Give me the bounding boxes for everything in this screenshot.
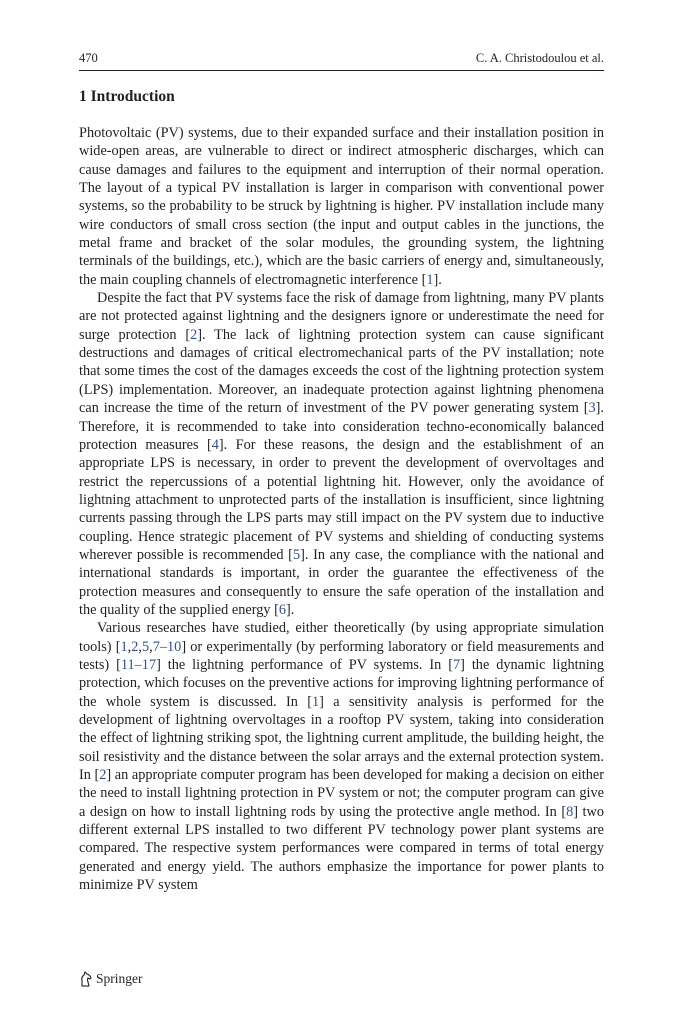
paragraph-text: ]. In any case, the compliance with the national and international standards is important, in order the guarantee the effectiveness of the protection measures and consequently to ensure the safe operation of the installation and the quality of the supplied energy [ bbox=[79, 546, 605, 618]
citation-link[interactable]: 2 bbox=[190, 326, 198, 343]
article-body bbox=[79, 124, 604, 894]
paragraph-text: Photovoltaic (PV) systems, due to their expanded surface and their installation position in wide-open areas, are vulnerable to direct or indirect atmospheric discharges, which can cause damages and failures to the equipment and interruption of their normal operation. The layout of a typical PV installation is larger in comparison with conventional power systems, so the probability to be struck by lightning is higher. PV installation include many wire conductors of small cross section (the input and output cables in the junctions, the metal frame and bracket of the solar modules, the grounding system, the lightning terminals of the buildings, etc.), which are the basic carriers of energy and, simultaneously, the main coupling channels of electromagnetic interference [ bbox=[79, 125, 604, 288]
citation-link[interactable]: 5 bbox=[141, 638, 150, 655]
running-head-authors: C. A. Christodoulou et al. bbox=[475, 51, 604, 65]
running-header bbox=[79, 51, 604, 67]
paragraph bbox=[79, 289, 604, 619]
paragraph-text: ] or experimentally (by performing laboratory or field measurements and tests) [ bbox=[79, 638, 604, 673]
paragraph-text: ]. For these reasons, the design and the establishment of an appropriate LPS is necessary, in order to prevent the development of overvoltages and restrict the repercussions of a potential lightning hit. However, only the avoidance of lightning attachment to unprotected parts of the installation is insufficient, since lightning currents passing through the LPS parts may still impact on the PV system due to inductive coupling. Hence strategic placement of PV systems and shielding of conducting systems wherever possible is recommended [ bbox=[79, 436, 604, 563]
section-title: 1 Introduction bbox=[79, 88, 175, 105]
paragraph-text: ]. bbox=[286, 601, 295, 618]
citation-link[interactable]: 6 bbox=[278, 601, 286, 618]
paragraph bbox=[79, 124, 604, 289]
paragraph-text: ]. The lack of lightning protection system can cause significant destructions and damages of critical electromechanical parts of the PV installation; note that some times the cost of the damages exceeds the cost of the lightning protection system (LPS) implementation. Moreover, an inadequate protection against lightning phenomena can increase the time of the return of investment of the PV power generating system [ bbox=[79, 326, 604, 417]
paragraph-text: ] the dynamic lightning protection, which focuses on the preventive actions for improving lightning performance of the whole system is discussed. In [ bbox=[79, 656, 605, 710]
paragraph-text: ] two different external LPS installed to two different PV technology power plant systems are compared. The respective system performances were compared in terms of total energy generated and energy yield. The authors emphasize the importance for power plants to minimize PV system bbox=[79, 803, 604, 894]
paragraph-text: ] an appropriate computer program has been developed for making a decision on either the need to install lightning protection in PV system or not; the computer program can give a design on how to install lightning rods by using the protective angle method. In [ bbox=[79, 767, 604, 820]
citation-link[interactable]: 5 bbox=[292, 546, 301, 563]
citation-link[interactable]: 2 bbox=[131, 638, 139, 655]
citation-link[interactable]: 11–17 bbox=[120, 656, 157, 673]
publisher-name: Springer bbox=[96, 971, 143, 986]
citation-link[interactable]: 1 bbox=[120, 638, 128, 655]
paragraph-text: , bbox=[138, 638, 142, 655]
citation-link[interactable]: 7–10 bbox=[152, 638, 182, 655]
citation-link[interactable]: 3 bbox=[588, 400, 596, 417]
paragraph-text: ]. bbox=[433, 271, 442, 288]
citation-link[interactable]: 1 bbox=[312, 693, 320, 710]
header-rule bbox=[79, 70, 604, 71]
page-number: 470 bbox=[79, 51, 98, 65]
paragraph-text: ]. Therefore, it is recommended to take into consideration techno-economically balanced protection measures [ bbox=[79, 400, 604, 453]
citation-link[interactable]: 7 bbox=[453, 656, 461, 673]
paragraph-text: Various researches have studied, either theoretically (by using appropriate simulation tools) [ bbox=[79, 620, 604, 655]
paragraph-text: , bbox=[127, 638, 132, 655]
publisher-footer bbox=[79, 971, 143, 987]
springer-horse-icon bbox=[79, 971, 93, 987]
citation-link[interactable]: 8 bbox=[566, 803, 574, 820]
paragraph-text: Despite the fact that PV systems face the risk of damage from lightning, many PV plants are not protected against lightning and the designers ignore or underestimate the need for surge protection [ bbox=[79, 290, 604, 343]
paragraph-text: ] a sensitivity analysis is performed for the development of lightning overvoltages in a rooftop PV system, taking into consideration the effect of lightning striking spot, the lightning current amplitude, the building height, the soil resistivity and the distance between the solar arrays and the external protection system. In [ bbox=[79, 693, 604, 784]
citation-link[interactable]: 2 bbox=[99, 767, 107, 784]
paragraph-text: ] the lightning performance of PV systems. In [ bbox=[156, 656, 453, 673]
citation-link[interactable]: 4 bbox=[211, 436, 219, 453]
paragraph-text: , bbox=[149, 638, 153, 655]
citation-link[interactable]: 1 bbox=[426, 271, 434, 288]
paragraph bbox=[79, 619, 604, 894]
